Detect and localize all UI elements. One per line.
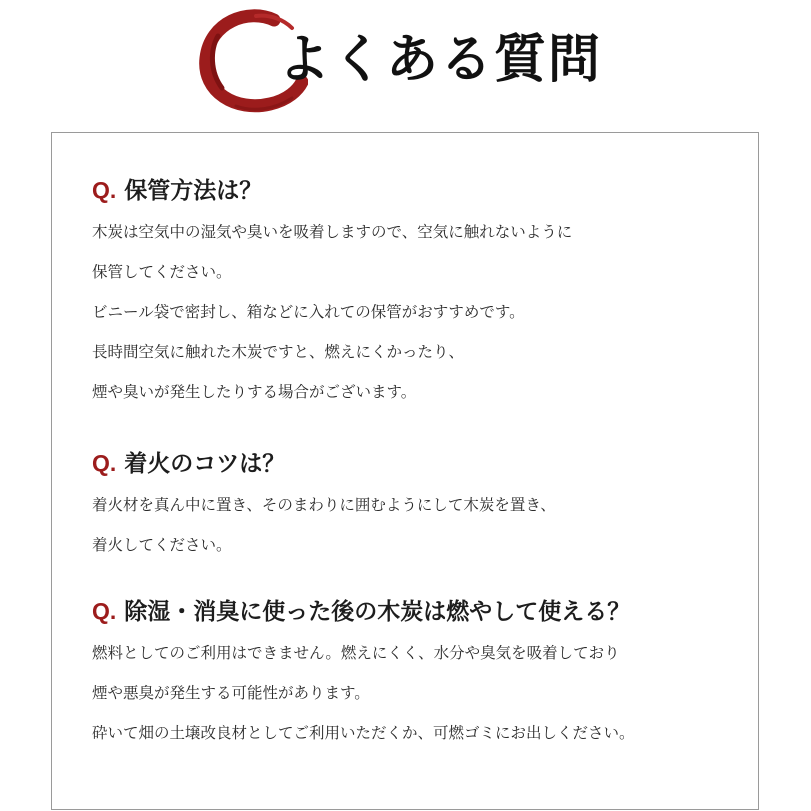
answer-line: 長時間空気に触れた木炭ですと、燃えにくかったり、 xyxy=(92,343,465,361)
question-text: 保管方法は？ xyxy=(124,178,263,204)
faq-question xyxy=(92,175,732,206)
faq-question xyxy=(92,448,732,479)
q-mark: Q. xyxy=(92,450,117,476)
answer-line: 保管してください。 xyxy=(92,263,232,281)
answer-line: 着火材を真ん中に置き、そのまわりに囲むようにして木炭を置き、 xyxy=(92,496,556,514)
faq-item-ignition xyxy=(92,448,732,571)
answer-line: 砕いて畑の土壌改良材としてご利用いただくか、可燃ゴミにお出しください。 xyxy=(92,724,635,742)
answer-line: 木炭は空気中の湿気や臭いを吸着しますので、空気に触れないように xyxy=(92,223,573,241)
faq-panel xyxy=(51,132,759,810)
page-header xyxy=(0,0,811,120)
answer-line: 燃料としてのご利用はできません。燃えにくく、水分や臭気を吸着しており xyxy=(92,644,620,662)
page-title: よくある質問 xyxy=(278,29,603,90)
question-text: 着火のコツは？ xyxy=(124,451,286,477)
answer-line: 煙や臭いが発生したりする場合がございます。 xyxy=(92,383,417,401)
faq-item-storage xyxy=(92,175,732,418)
q-mark: Q. xyxy=(92,598,117,624)
faq-item-reuse xyxy=(92,596,732,759)
answer-line: 着火してください。 xyxy=(92,536,232,554)
faq-answer xyxy=(92,491,732,571)
q-mark: Q. xyxy=(92,177,117,203)
question-text: 除湿・消臭に使った後の木炭は燃やして使える？ xyxy=(124,599,631,625)
faq-answer xyxy=(92,218,732,418)
faq-answer xyxy=(92,639,732,759)
answer-line: 煙や悪臭が発生する可能性があります。 xyxy=(92,684,370,702)
answer-line: ビニール袋で密封し、箱などに入れての保管がおすすめです。 xyxy=(92,303,525,321)
faq-question xyxy=(92,596,732,627)
